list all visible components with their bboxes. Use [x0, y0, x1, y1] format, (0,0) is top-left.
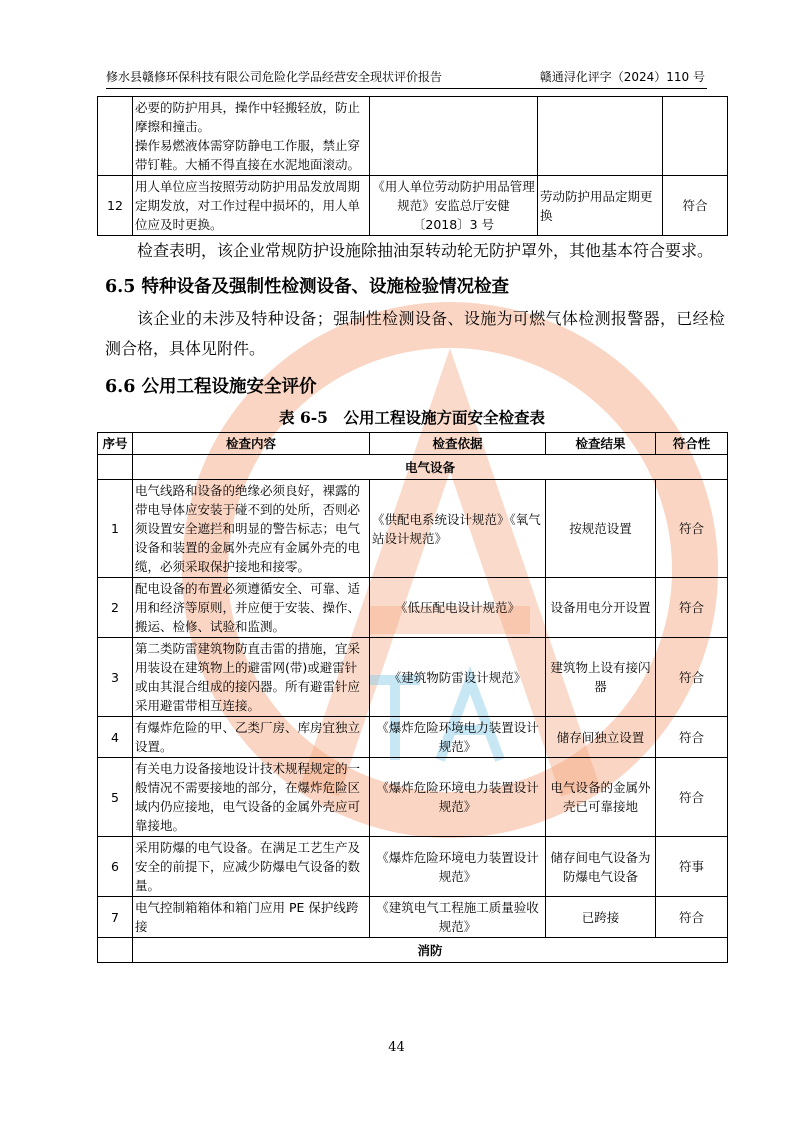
check-content: 用人单位应当按照劳动防护用品发放周期定期发放，对工作过程中损坏的，用人单位应及时更换。: [133, 176, 370, 236]
check-content: 采用防爆的电气设备。在满足工艺生产及安全的前提下，应减少防爆电气设备的数量。: [133, 837, 370, 897]
check-basis: 《建筑电气工程施工质量验收规范》: [370, 897, 546, 938]
page-content: [97, 96, 727, 963]
check-basis: 《供配电系统设计规范》《氧气站设计规范》: [370, 480, 546, 578]
conformity: 符合: [656, 897, 728, 938]
group-label: 电气设备: [133, 455, 728, 480]
check-result: 储存间独立设置: [546, 717, 656, 758]
page-header: [106, 68, 707, 89]
check-result: 电气设备的金属外壳已可靠接地: [546, 758, 656, 837]
header-result: 检查结果: [546, 433, 656, 455]
conformity: 符合: [656, 480, 728, 578]
check-result: 储存间电气设备为防爆电气设备: [546, 837, 656, 897]
row-number: 12: [98, 176, 133, 236]
header-no: 序号: [98, 433, 133, 455]
utility-safety-check-table: [97, 432, 728, 963]
table-caption: 表 6-5 公用工程设施方面安全检查表: [279, 408, 545, 427]
report-title: 修水县赣修环保科技有限公司危险化学品经营安全现状评价报告: [106, 70, 443, 84]
check-content: 必要的防护用具，操作中轻搬轻放，防止摩擦和撞击。 操作易燃液体需穿防静电工作服，禁止穿带钉鞋。大桶不得直接在水泥地面滚动。: [133, 97, 370, 176]
row-number: 2: [98, 578, 133, 638]
check-basis: 《爆炸危险环境电力装置设计规范》: [370, 837, 546, 897]
page-number: 44: [388, 1040, 405, 1055]
protection-check-table-continued: [97, 96, 728, 236]
check-basis: 《用人单位劳动防护用品管理规范》安监总厅安健〔2018〕3 号: [370, 176, 538, 236]
check-content: 配电设备的布置必须遵循安全、可靠、适用和经济等原则，并应便于安装、操作、搬运、检修、试验和监测。: [133, 578, 370, 638]
check-content: 有关电力设备接地设计技术规程规定的一般情况不需要接地的部分，在爆炸危险区域内仍应接地，电气设备的金属外壳应可靠接地。: [133, 758, 370, 837]
table-row: [98, 578, 728, 638]
check-result: 已跨接: [546, 897, 656, 938]
group-row-electrical: [98, 455, 728, 480]
check-content: 有爆炸危险的甲、乙类厂房、库房宜独立设置。: [133, 717, 370, 758]
group-row-fire-protection: [98, 938, 728, 963]
header-conformity: 符合性: [656, 433, 728, 455]
table-row: [98, 758, 728, 837]
table-row: [98, 837, 728, 897]
table-row: [98, 638, 728, 717]
group-label: 消防: [133, 938, 728, 963]
conformity: 符合: [663, 176, 728, 236]
check-result: 建筑物上设有接闪器: [546, 638, 656, 717]
check-result: 劳动防护用品定期更换: [538, 176, 663, 236]
row-number: 4: [98, 717, 133, 758]
check-result: 按规范设置: [546, 480, 656, 578]
check-content: 电气控制箱箱体和箱门应用 PE 保护线跨接: [133, 897, 370, 938]
row-number: 5: [98, 758, 133, 837]
conformity: 符合: [656, 758, 728, 837]
table-row: [98, 717, 728, 758]
check-basis: 《低压配电设计规范》: [370, 578, 546, 638]
paragraph-check-summary: 检查表明，该企业常规防护设施除抽油泵转动轮无防护罩外，其他基本符合要求。: [137, 241, 714, 260]
document-number: 赣通浔化评字（2024）110 号: [539, 70, 705, 84]
row-number: 7: [98, 897, 133, 938]
conformity: 符事: [656, 837, 728, 897]
paragraph-special-equipment: 该企业的未涉及特种设备；强制性检测设备、设施为可燃气体检测报警器，已经检测合格，具体见附件。: [105, 309, 725, 358]
row-number: 6: [98, 837, 133, 897]
conformity: 符合: [656, 638, 728, 717]
conformity: 符合: [656, 578, 728, 638]
conformity: 符合: [656, 717, 728, 758]
table-row: [98, 97, 728, 176]
header-basis: 检查依据: [370, 433, 546, 455]
row-number: 1: [98, 480, 133, 578]
table-row: [98, 897, 728, 938]
table-row: [98, 480, 728, 578]
check-basis: 《爆炸危险环境电力装置设计规范》: [370, 758, 546, 837]
check-basis: 《爆炸危险环境电力装置设计规范》: [370, 717, 546, 758]
table-header-row: [98, 433, 728, 455]
section-heading-6-6: 6.6 公用工程设施安全评价: [105, 377, 317, 397]
check-result: 设备用电分开设置: [546, 578, 656, 638]
check-content: 电气线路和设备的绝缘必须良好，裸露的带电导体应安装于碰不到的处所，否则必须设置安全遮拦和明显的警告标志；电气设备和装置的金属外壳应有金属外壳的电缆，必须采取保护接地和接零。: [133, 480, 370, 578]
check-content: 第二类防雷建筑物防直击雷的措施，宜采用装设在建筑物上的避雷网(带)或避雷针或由其混合组成的接闪器。所有避雷针应采用避雷带相互连接。: [133, 638, 370, 717]
table-row: [98, 176, 728, 236]
section-heading-6-5: 6.5 特种设备及强制性检测设备、设施检验情况检查: [105, 277, 510, 297]
row-number: 3: [98, 638, 133, 717]
check-basis: 《建筑物防雷设计规范》: [370, 638, 546, 717]
header-content: 检查内容: [133, 433, 370, 455]
